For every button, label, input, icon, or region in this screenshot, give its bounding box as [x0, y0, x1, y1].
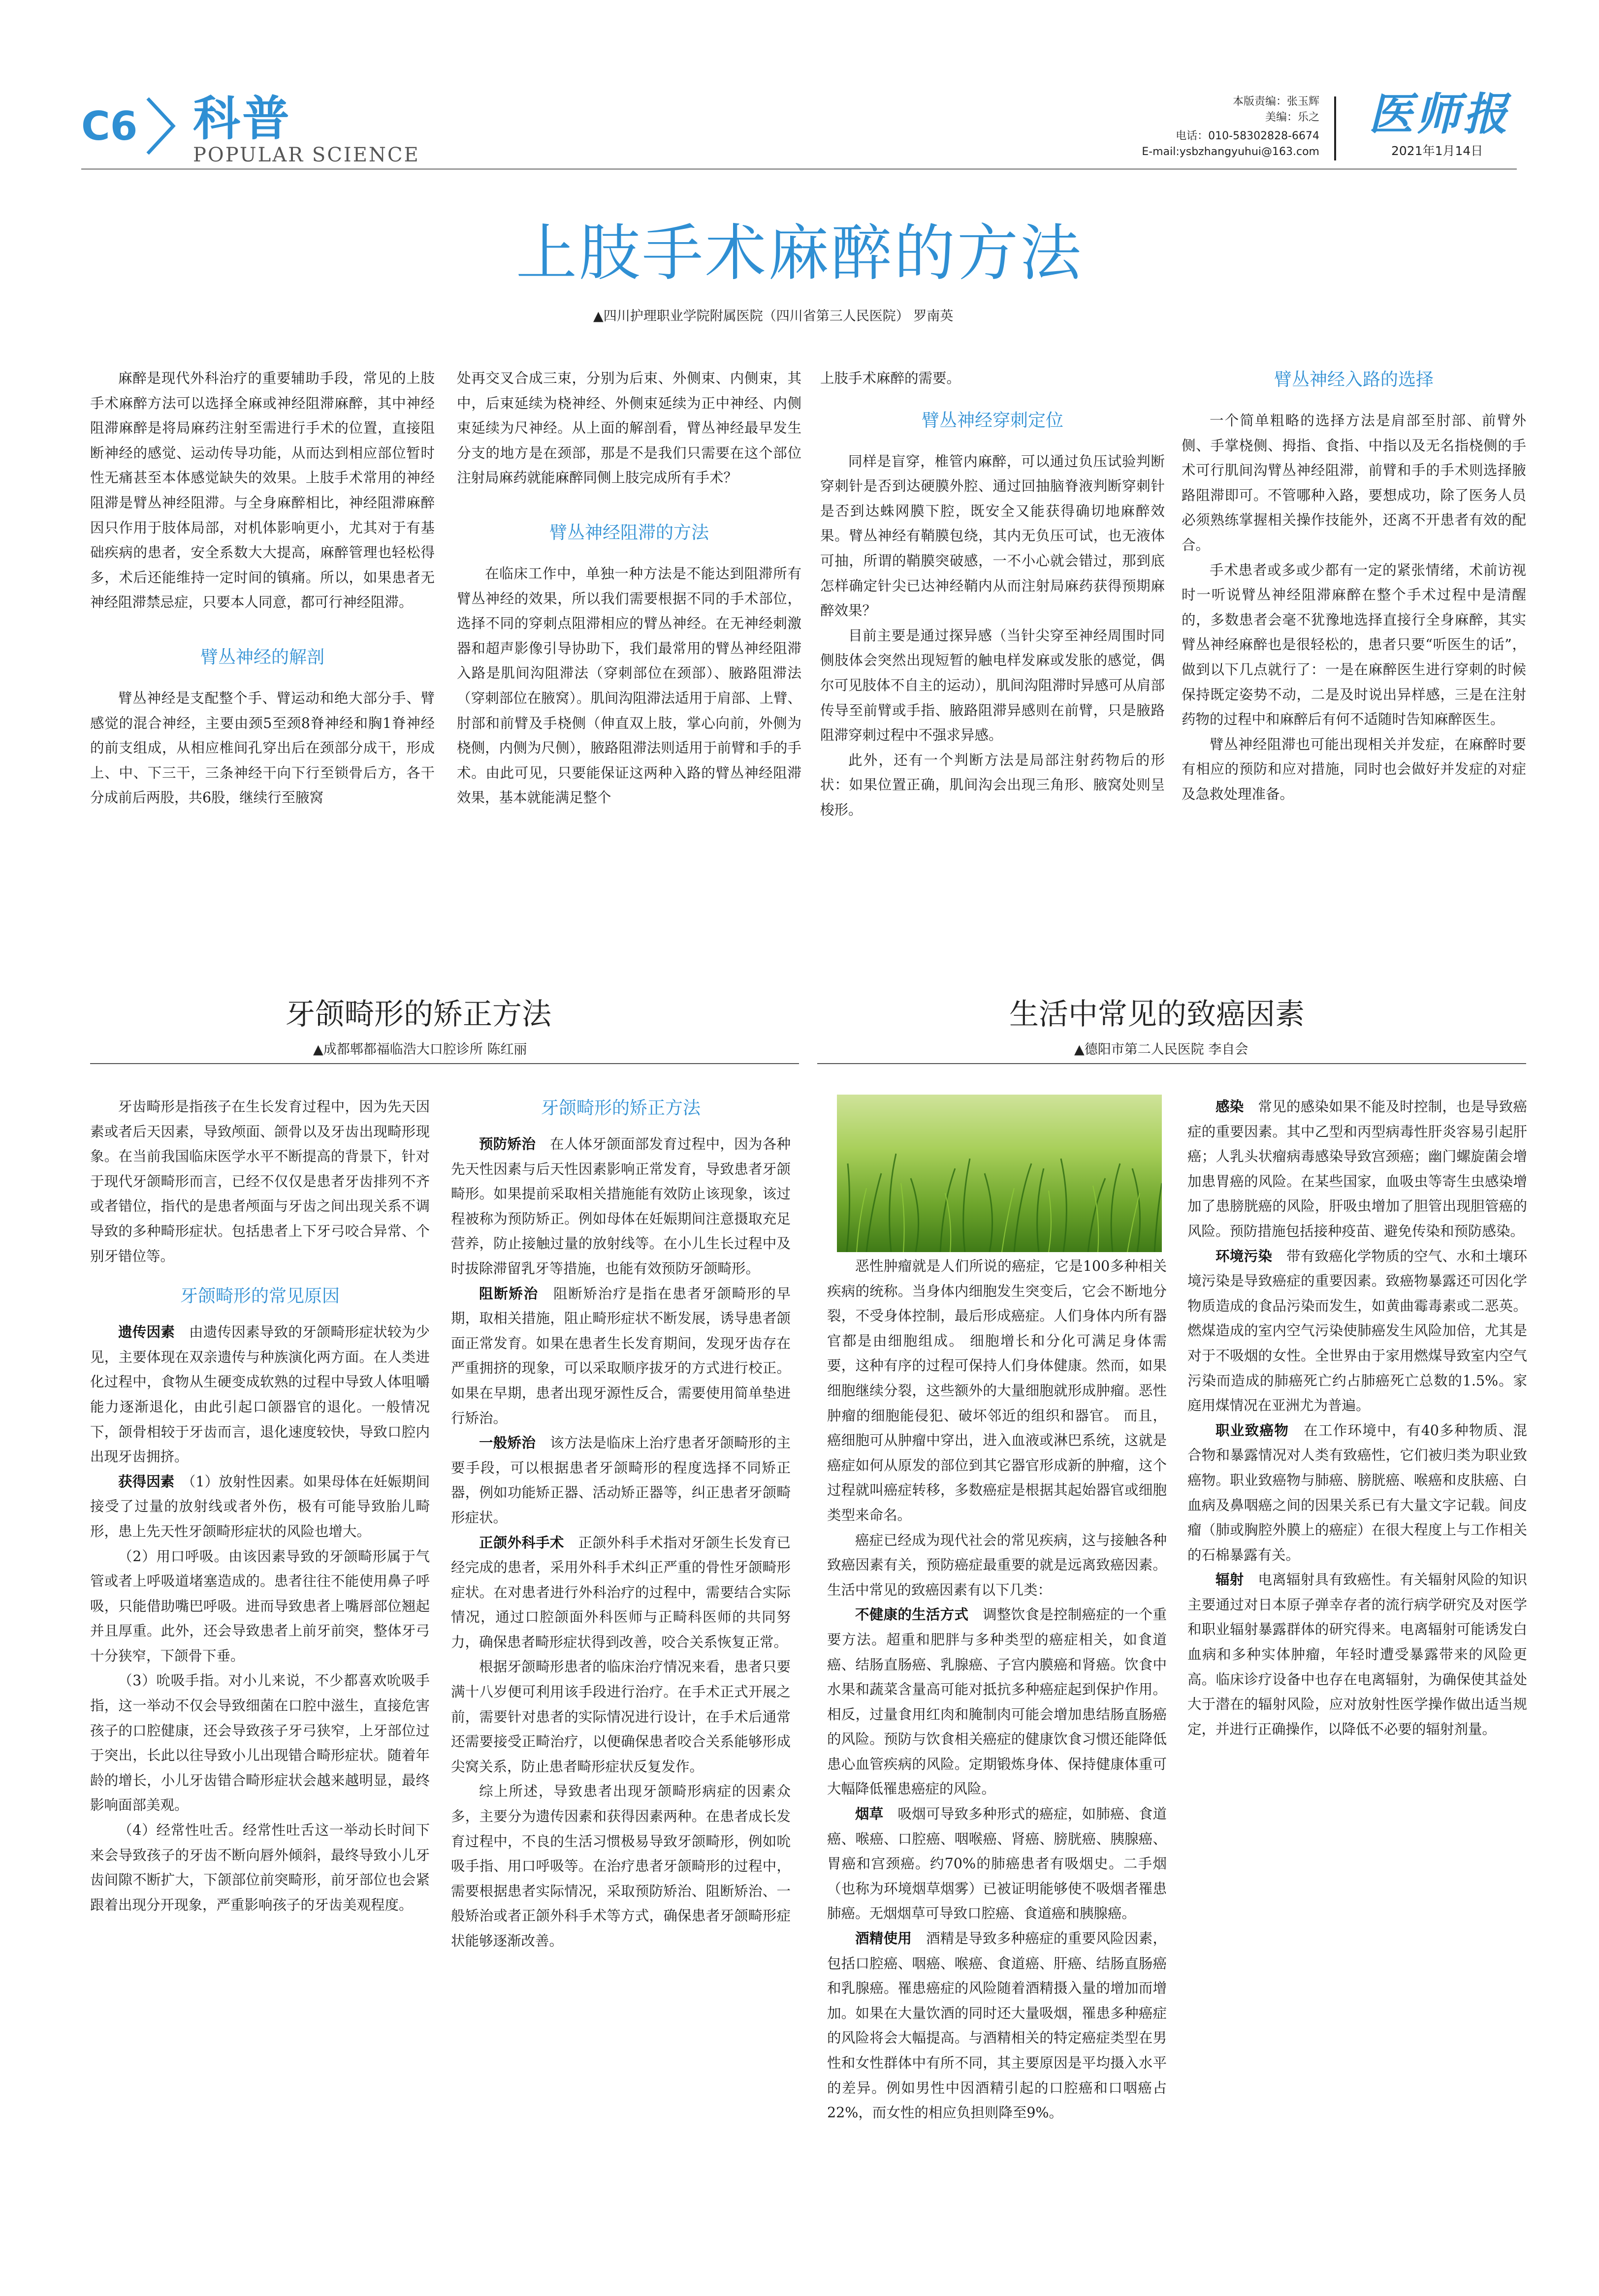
paragraph: 恶性肿瘤就是人们所说的癌症，它是100多种相关疾病的统称。当身体内细胞发生突变后，它会不断地分裂，不受身体控制，最后形成癌症。人们身体内所有器官都是由细胞组成。 细胞增长和分化可满足身体需要，这种有序的过程可保持人们身体健康。然而，如果细胞继续分裂，这些额外的大量细胞就形成肿瘤。恶性肿瘤的细胞能侵犯、破坏邻近的组织和器官。 而且，癌细胞可从肿瘤中穿出，进入血液或淋巴系统，这就是癌症如何从原发的部位到其它器官形成新的肿瘤，这个过程就叫癌症转移，多数癌症是根据其起始器官或细胞类型来命名。: [827, 1258, 1167, 1523]
paragraph-text: 酒精是导致多种癌症的重要风险因素，包括口腔癌、咽癌、喉癌、食道癌、肝癌、结肠直肠癌和乳腺癌。罹患癌症的风险随着酒精摄入量的增加而增加。如果在大量饮酒的同时还大量吸烟，罹患多种癌症的风险将会大幅提高。与酒精相关的特定癌症类型在男性和女性群体中有所不同，其主要原因是平均摄入水平的差异。例如男性中因酒精引起的口腔癌和口咽癌占22%，而女性的相应负担则降至9%。: [827, 1930, 1167, 2121]
paragraph: （3）吮吸手指。对小儿来说，不少都喜欢吮吸手指，这一举动不仅会导致细菌在口腔中滋生，直接危害孩子的口腔健康，还会导致孩子牙弓狭窄，上牙部位过于突出，长此以往导致小儿出现错合畸形症状。随着年龄的增长，小儿牙齿错合畸形症状会越来越明显，最终影响面部美观。: [90, 1672, 430, 1814]
term-label: 环境污染: [1215, 1248, 1273, 1264]
term-label: 酒精使用: [855, 1930, 912, 1947]
paragraph: [1187, 1095, 1527, 1244]
newspaper-logo: 医师报: [1369, 88, 1510, 140]
term-label: 获得因素: [118, 1473, 175, 1490]
paragraph: [90, 1320, 430, 1470]
contact-email: E-mail:ysbzhangyuhui@163.com: [1142, 146, 1319, 158]
paragraph: [1187, 1418, 1527, 1568]
paragraph-text: 由遗传因素导致的牙颌畸形症状较为少见，主要体现在双亲遗传与种族演化两方面。在人类进化过程中，食物从生硬变成软熟的过程中导致人体咀嚼能力逐渐退化，由此引起口颌器官的退化。一般情况下，颌骨相较于牙齿而言，退化速度较快，导致口腔内出现牙齿拥挤。: [90, 1324, 430, 1465]
term-label: 预防矫治: [479, 1136, 536, 1152]
designer-credit: 美编：乐之: [1265, 111, 1319, 124]
article3-column-2: [1187, 1095, 1527, 1742]
paragraph: [827, 1926, 1167, 2126]
paragraph: 手术患者或多或少都有一定的紧张情绪，术前访视时一听说臂丛神经阻滞麻醉在整个手术过程中是清醒的，多数患者会毫不犹豫地选择直接行全身麻醉，其实臂丛神经麻醉也是很轻松的，患者只要“听医生的话”，做到以下几点就行了：一是在麻醉医生进行穿刺的时候保持既定姿势不动，二是及时说出异样感，三是在注射药物的过程中和麻醉后有何不适随时告知麻醉医生。: [1182, 562, 1526, 728]
term-label: 不健康的生活方式: [855, 1606, 969, 1623]
paragraph-text: 在人体牙颌面部发育过程中，因为各种先天性因素与后天性因素影响正常发育，导致患者牙颌畸形。如果提前采取相关措施能有效防止该现象，该过程被称为预防矫正。例如母体在妊娠期间注意摄取充足营养，防止接触过量的放射线等。在小儿生长过程中及时拔除滞留乳牙等措施，也能有效预防牙颌畸形。: [451, 1136, 791, 1277]
section-subtitle: POPULAR SCIENCE: [193, 144, 420, 166]
term-label: 一般矫治: [479, 1435, 536, 1451]
header-rule: [81, 168, 1517, 170]
paragraph: 一个简单粗略的选择方法是肩部至肘部、前臂外侧、手掌桡侧、拇指、食指、中指以及无名指桡侧的手术可行肌间沟臂丛神经阻滞，前臂和手的手术则选择腋路阻滞即可。不管哪种入路，要想成功，除了医务人员必须熟练掌握相关操作技能外，还离不开患者有效的配合。: [1182, 412, 1526, 553]
paragraph-text: 调整饮食是控制癌症的一个重要方法。超重和肥胖与多种类型的癌症相关，如食道癌、结肠直肠癌、乳腺癌、子宫内膜癌和肾癌。饮食中水果和蔬菜含量高可能对抵抗多种癌症起到保护作用。相反，过量食用红肉和腌制肉可能会增加患结肠直肠癌的风险。预防与饮食相关癌症的健康饮食习惯还能降低患心血管疾病的风险。定期锻炼身体、保持健康体重可大幅降低罹患癌症的风险。: [827, 1606, 1167, 1797]
article2-title: 牙颌畸形的矫正方法: [286, 997, 551, 1032]
paragraph-text: 带有致癌化学物质的空气、水和土壤环境污染是导致癌症的重要因素。致癌物暴露还可因化学物质造成的食品污染而发生，如黄曲霉毒素或二恶英。燃煤造成的室内空气污染使肺癌发生风险加倍，尤其是对于不吸烟的女性。全世界由于家用燃煤导致室内空气污染而造成的肺癌死亡约占肺癌死亡总数的1.5%。家庭用煤情况在亚洲尤为普遍。: [1187, 1248, 1527, 1414]
paragraph: 麻醉是现代外科治疗的重要辅助手段，常见的上肢手术麻醉方法可以选择全麻或神经阻滞麻醉，其中神经阻滞麻醉是将局麻药注射至需进行手术的位置，直接阻断神经的感觉、运动传导功能，从而达到相应部位暂时性无痛甚至本体感觉缺失的效果。上肢手术常用的神经阻滞是臂丛神经阻滞。与全身麻醉相比，神经阻滞麻醉因只作用于肢体局部，对机体影响更小，尤其对于有基础疾病的患者，安全系数大大提高，麻醉管理也轻松得多，术后还能维持一定时间的镇痛。所以，如果患者无神经阻滞禁忌症，只要本人同意，都可行神经阻滞。: [90, 370, 435, 611]
section-heading: 臂丛神经入路的选择: [1274, 370, 1434, 390]
term-label: 烟草: [855, 1806, 884, 1823]
section-title: 科普: [193, 91, 291, 146]
article-title: 上肢手术麻醉的方法: [515, 218, 1083, 289]
article2-rule: [90, 1063, 799, 1064]
term-label: 正颌外科手术: [479, 1534, 564, 1551]
paragraph: 癌症已经成为现代社会的常见疾病，这与接触各种致癌因素有关，预防癌症最重要的就是远离致癌因素。生活中常见的致癌因素有以下几类：: [827, 1532, 1167, 1598]
paragraph: 同样是盲穿，椎管内麻醉，可以通过负压试验判断穿刺针是否到达硬膜外腔、通过回抽脑脊液判断穿刺针是否到达蛛网膜下腔，既安全又能获得确切地麻醉效果。臂丛神经有鞘膜包绕，其内无负压可试，也无液体可抽，所谓的鞘膜突破感，一不小心就会错过，那到底怎样确定针尖已达神经鞘内从而注射局麻药获得预期麻醉效果？: [820, 453, 1165, 619]
paragraph: 处再交叉合成三束，分别为后束、外侧束、内侧束，其中，后束延续为桡神经、外侧束延续为正中神经、内侧束延续为尺神经。从上面的解剖看，臂丛神经最早发生分支的地方是在颈部，那是不是我们只需要在这个部位注射局麻药就能麻醉同侧上肢完成所有手术？: [457, 370, 801, 486]
paragraph-text: 阻断矫治疗是指在患者牙颌畸形的早期，取相关措施，阻止畸形症状不断发展，诱导患者颌面正常发育。如果在患者生长发育期间，发现牙齿存在严重拥挤的现象，可以采取顺序拔牙的方式进行校正。如果在早期，患者出现牙源性反合，需要使用简单垫进行矫治。: [451, 1285, 791, 1426]
term-label: 职业致癌物: [1215, 1422, 1289, 1439]
section-heading: 臂丛神经穿刺定位: [921, 410, 1063, 431]
section-heading: 牙颌畸形的常见原因: [180, 1286, 340, 1307]
article3-rule: [817, 1063, 1526, 1064]
section-heading: 牙颌畸形的矫正方法: [541, 1098, 701, 1118]
term-label: 辐射: [1215, 1572, 1244, 1588]
paragraph: 综上所述，导致患者出现牙颌畸形病症的因素众多，主要分为遗传因素和获得因素两种。在患者成长发育过程中，不良的生活习惯极易导致牙颌畸形，例如吮吸手指、用口呼吸等。在治疗患者牙颌畸形的过程中，需要根据患者实际情况，采取预防矫治、阻断矫治、一般矫治或者正颌外科手术等方式，确保患者牙颌畸形症状能够逐渐改善。: [451, 1783, 791, 1949]
header-divider: [1334, 96, 1336, 160]
article2-column-2: [451, 1095, 791, 1954]
paragraph: （4）经常性吐舌。经常性吐舌这一举动长时间下来会导致孩子的牙齿不断向唇外倾斜，最终导致小儿牙齿间隙不断扩大，下颌部位前突畸形，前牙部位也会紧跟着出现分开现象，严重影响孩子的牙齿美观程度。: [90, 1822, 430, 1913]
paragraph-text: 常见的感染如果不能及时控制，也是导致癌症的重要因素。其中乙型和丙型病毒性肝炎容易引起肝癌；人乳头状瘤病毒感染导致宫颈癌；幽门螺旋菌会增加患胃癌的风险。在某些国家，血吸虫等寄生虫感染增加了患膀胱癌的风险，肝吸虫增加了胆管出现胆管癌的风险。预防措施包括接种疫苗、避免传染和预防感染。: [1187, 1099, 1527, 1239]
article1-column-2: [457, 366, 801, 811]
section-heading: 臂丛神经的解剖: [200, 647, 324, 667]
paragraph-text: （1）放射性因素。如果母体在妊娠期间接受了过量的放射线或者外伤，极有可能导致胎儿畸形，患上先天性牙颌畸形症状的风险也增大。: [90, 1473, 430, 1540]
article2-byline: ▲成都郫都福临浩大口腔诊所 陈红丽: [313, 1042, 527, 1057]
paragraph-text: 吸烟可导致多种形式的癌症，如肺癌、食道癌、喉癌、口腔癌、咽喉癌、肾癌、膀胱癌、胰腺癌、胃癌和宫颈癌。约70%的肺癌患者有吸烟史。二手烟（也称为环境烟草烟雾）已被证明能够使不吸烟者罹患肺癌。无烟烟草可导致口腔癌、食道癌和胰腺癌。: [827, 1806, 1167, 1922]
paragraph: 臂丛神经阻滞也可能出现相关并发症，在麻醉时要有相应的预防和应对措施，同时也会做好并发症的对症及急救处理准备。: [1182, 736, 1526, 802]
editor-credit: 本版责编：张玉辉: [1232, 95, 1319, 108]
page-number: C6: [81, 103, 138, 149]
issue-date: 2021年1月14日: [1391, 144, 1483, 158]
paragraph: [827, 1603, 1167, 1802]
paragraph: [451, 1282, 791, 1431]
article1-column-4: [1182, 366, 1526, 807]
paragraph-text: 在工作环境中，有40多种物质、混合物和暴露情况对人类有致癌性，它们被归类为职业致癌物。职业致癌物与肺癌、膀胱癌、喉癌和皮肤癌、白血病及鼻咽癌之间的因果关系已有大量文字记载。间皮瘤（肺或胸腔外膜上的癌症）在很大程度上与工作相关的石棉暴露有关。: [1187, 1422, 1527, 1563]
paragraph: 在临床工作中，单独一种方法是不能达到阻滞所有臂丛神经的效果，所以我们需要根据不同的手术部位，选择不同的穿刺点阻滞相应的臂丛神经。在无神经刺激器和超声影像引导协助下，我们最常用的臂丛神经阻滞入路是肌间沟阻滞法（穿刺部位在颈部）、腋路阻滞法（穿刺部位在腋窝）。肌间沟阻滞法适用于肩部、上臂、肘部和前臂及手桡侧（伸直双上肢，掌心向前，外侧为桡侧，内侧为尺侧），腋路阻滞法则适用于前臂和手的手术。由此可见，只要能保证这两种入路的臂丛神经阻滞效果，基本就能满足整个: [457, 565, 801, 806]
paragraph: 臂丛神经是支配整个手、臂运动和绝大部分手、臂感觉的混合神经，主要由颈5至颈8脊神经和胸1脊神经的前支组成，从相应椎间孔穿出后在颈部分成干，形成上、中、下三干，三条神经干向下行至锁骨后方，各干分成前后两股，共6股，继续行至腋窝: [90, 690, 435, 806]
paragraph: [451, 1132, 791, 1282]
paragraph: 此外，还有一个判断方法是局部注射药物后的形状：如果位置正确，肌间沟会出现三角形、腋窝处则呈梭形。: [820, 752, 1165, 818]
article3-title: 生活中常见的致癌因素: [1009, 997, 1305, 1032]
term-label: 阻断矫治: [479, 1285, 539, 1302]
term-label: 遗传因素: [118, 1324, 175, 1341]
paragraph: 目前主要是通过探异感（当针尖穿至神经周围时同侧肢体会突然出现短暂的触电样发麻或发胀的感觉，偶尔可见肢体不自主的运动），肌间沟阻滞时异感可从肩部传导至前臂或手指、腋路阻滞异感则在前臂，只是腋路阻滞穿刺过程中不强求异感。: [820, 627, 1165, 744]
article1-column-3: [820, 366, 1165, 823]
paragraph: 上肢手术麻醉的需要。: [820, 370, 961, 386]
paragraph: （2）用口呼吸。由该因素导致的牙颌畸形属于气管或者上呼吸道堵塞造成的。患者往往不能使用鼻子呼吸，只能借助嘴巴呼吸。进而导致患者上嘴唇部位翘起并且厚重。此外，还会导致患者上前牙前突，整体牙弓十分狭窄，下颌骨下垂。: [90, 1548, 430, 1664]
paragraph: 根据牙颌畸形患者的临床治疗情况来看，患者只要满十八岁便可利用该手段进行治疗。在手术正式开展之前，需要针对患者的实际情况进行设计，在手术后通常还需要接受正畸治疗，以便确保患者咬合关系能够形成尖窝关系，防止患者畸形症状反复发作。: [451, 1659, 791, 1775]
paragraph-text: 电离辐射具有致癌性。有关辐射风险的知识主要通过对日本原子弹幸存者的流行病学研究及对医学和职业辐射暴露群体的研究得来。电离辐射可能诱发白血病和多种实体肿瘤，年轻时遭受暴露带来的风险更高。临床诊疗设备中也存在电离辐射，为确保使其益处大于潜在的辐射风险，应对放射性医学操作做出适当规定，并进行正确操作，以降低不必要的辐射剂量。: [1187, 1572, 1527, 1737]
term-label: 感染: [1215, 1099, 1244, 1115]
article1-column-1: [90, 366, 435, 811]
paragraph-text: 正颌外科手术指对牙颌生长发育已经完成的患者，采用外科手术纠正严重的骨性牙颌畸形症状。在对患者进行外科治疗的过程中，需要结合实际情况，通过口腔颌面外科医师与正畸科医师的共同努力，确保患者畸形症状得到改善，咬合关系恢复正常。: [451, 1534, 791, 1650]
contact-phone: 电话：010-58302828-6674: [1176, 130, 1319, 142]
article3-column-1: [827, 1254, 1167, 2126]
paragraph: [1187, 1568, 1527, 1742]
paragraph: [90, 1470, 430, 1544]
paragraph: [451, 1431, 791, 1530]
article3-byline: ▲德阳市第二人民医院 李自会: [1074, 1042, 1248, 1057]
article2-column-1: [90, 1095, 430, 1918]
chevron-icon: [144, 96, 178, 156]
paragraph: [1187, 1244, 1527, 1418]
grass-photo: [837, 1095, 1162, 1252]
paragraph: 牙齿畸形是指孩子在生长发育过程中，因为先天因素或者后天因素，导致颅面、颌骨以及牙齿出现畸形现象。在当前我国临床医学水平不断提高的背景下，针对于现代牙颌畸形而言，已经不仅仅是患者牙齿排列不齐或者错位，指代的是患者颅面与牙齿之间出现关系不调导致的多种畸形症状。包括患者上下牙弓咬合异常、个别牙错位等。: [90, 1099, 430, 1264]
paragraph: [451, 1531, 791, 1655]
article-byline: ▲四川护理职业学院附属医院（四川省第三人民医院） 罗南英: [593, 309, 954, 324]
section-heading: 臂丛神经阻滞的方法: [549, 522, 709, 543]
paragraph-text: 该方法是临床上治疗患者牙颌畸形的主要手段，可以根据患者牙颌畸形的程度选择不同矫正器，例如功能矫正器、活动矫正器等，纠正患者牙颌畸形症状。: [451, 1435, 791, 1526]
paragraph: [827, 1802, 1167, 1926]
